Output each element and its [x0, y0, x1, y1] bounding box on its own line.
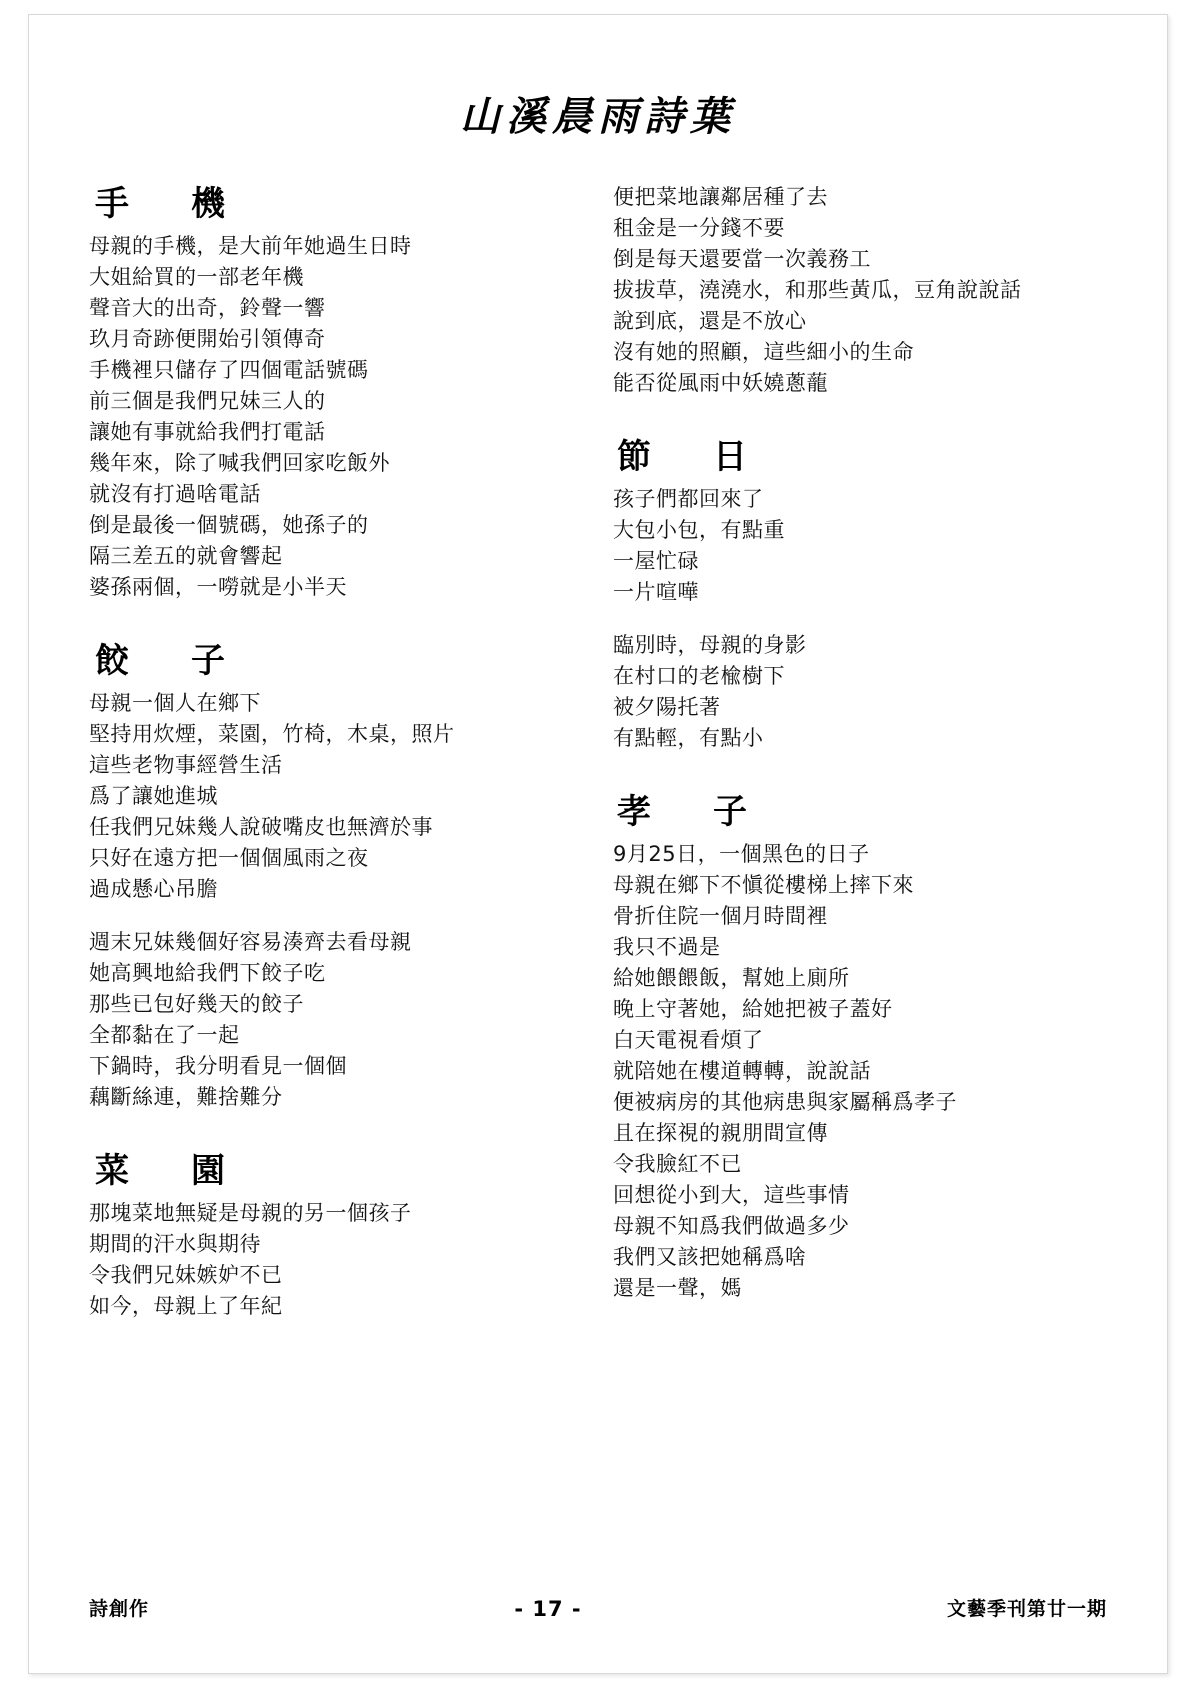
poem-line: 回想從小到大，這些事情 — [613, 1183, 850, 1207]
poem-line: 那些已包好幾天的餃子 — [89, 992, 304, 1016]
poem-line: 過成懸心吊膽 — [89, 877, 218, 901]
poem-line: 母親一個人在鄉下 — [89, 691, 261, 715]
poem-line: 給她餵餵飯，幫她上廁所 — [613, 966, 850, 990]
poem-line: 爲了讓她進城 — [89, 784, 218, 808]
poem-line: 母親不知爲我們做過多少 — [613, 1214, 850, 1238]
poem-line: 玖月奇跡便開始引領傳奇 — [89, 327, 326, 351]
poem-line: 下鍋時，我分明看見一個個 — [89, 1054, 347, 1078]
poem-jiaozi — [89, 633, 557, 1113]
poem-title: 餃 子 — [95, 641, 239, 681]
poem-line: 9月25日，一個黑色的日子 — [613, 842, 870, 866]
poem-line: 令我臉紅不已 — [613, 1152, 742, 1176]
poem-line: 藕斷絲連，難捨難分 — [89, 1085, 283, 1109]
poem-line: 任我們兄妹幾人說破嘴皮也無濟於事 — [89, 815, 433, 839]
poem-line: 骨折住院一個月時間裡 — [613, 904, 828, 928]
two-column-layout — [89, 176, 1107, 1352]
poem-title: 節 日 — [617, 437, 761, 477]
poem-line: 週末兄妹幾個好容易湊齊去看母親 — [89, 930, 412, 954]
poem-line: 一屋忙碌 — [613, 549, 699, 573]
page-footer — [89, 1594, 1107, 1621]
poem-line: 在村口的老楡樹下 — [613, 664, 785, 688]
poem-line: 便把菜地讓鄰居種了去 — [613, 185, 828, 209]
poem-title: 孝 子 — [617, 792, 761, 832]
poem-line: 晚上守著她，給她把被子蓋好 — [613, 997, 893, 1021]
poem-stanza — [613, 630, 1081, 754]
poem-line: 倒是每天還要當一次義務工 — [613, 247, 871, 271]
poem-line: 就沒有打過啥電話 — [89, 482, 261, 506]
poem-caiyuan — [89, 1143, 557, 1322]
poem-stanza — [89, 1198, 557, 1322]
poem-line: 被夕陽托著 — [613, 695, 721, 719]
poem-line: 幾年來，除了喊我們回家吃飯外 — [89, 451, 390, 475]
poem-line: 白天電視看煩了 — [613, 1028, 764, 1052]
poem-stanza — [613, 182, 1081, 399]
poem-stanza — [89, 231, 557, 603]
poem-line: 聲音大的出奇，鈴聲一響 — [89, 296, 326, 320]
poem-line: 拔拔草，澆澆水，和那些黃瓜，豆角說說話 — [613, 278, 1022, 302]
poem-line: 能否從風雨中妖嬈蔥蘢 — [613, 371, 828, 395]
poem-line: 且在探視的親朋間宣傳 — [613, 1121, 828, 1145]
poem-line: 沒有她的照顧，這些細小的生命 — [613, 340, 914, 364]
poem-stanza — [89, 927, 557, 1113]
poem-line: 母親在鄉下不愼從樓梯上摔下來 — [613, 873, 914, 897]
poem-line: 孩子們都回來了 — [613, 487, 764, 511]
poem-line: 我們又該把她稱爲啥 — [613, 1245, 807, 1269]
poem-line: 我只不過是 — [613, 935, 721, 959]
poem-line: 她高興地給我們下餃子吃 — [89, 961, 326, 985]
poem-line: 令我們兄妹嫉妒不已 — [89, 1263, 283, 1287]
column-left — [89, 176, 557, 1352]
poem-title: 菜 園 — [95, 1151, 239, 1191]
poem-line: 說到底，還是不放心 — [613, 309, 807, 333]
poem-line: 一片喧嘩 — [613, 580, 699, 604]
poem-line: 這些老物事經營生活 — [89, 753, 283, 777]
poem-line: 婆孫兩個，一嘮就是小半天 — [89, 575, 347, 599]
poem-stanza — [613, 484, 1081, 608]
poem-line: 隔三差五的就會響起 — [89, 544, 283, 568]
footer-page-number: - 17 - — [514, 1597, 582, 1621]
poem-line: 大姐給買的一部老年機 — [89, 265, 304, 289]
poem-line: 前三個是我們兄妹三人的 — [89, 389, 326, 413]
poem-line: 臨別時，母親的身影 — [613, 633, 807, 657]
poem-line: 那塊菜地無疑是母親的另一個孩子 — [89, 1201, 412, 1225]
column-right — [613, 176, 1081, 1334]
poem-line: 倒是最後一個號碼，她孫子的 — [89, 513, 369, 537]
poem-xiaozi — [613, 784, 1081, 1304]
page-content — [89, 85, 1107, 1633]
poem-stanza — [89, 688, 557, 905]
poem-line: 大包小包，有點重 — [613, 518, 785, 542]
poem-line: 期間的汗水與期待 — [89, 1232, 261, 1256]
poem-line: 全都黏在了一起 — [89, 1023, 240, 1047]
poem-title: 手 機 — [95, 184, 239, 224]
poem-line: 堅持用炊煙，菜園，竹椅，木桌，照片 — [89, 722, 455, 746]
poem-jieri — [613, 429, 1081, 754]
poem-shouji — [89, 176, 557, 603]
poem-line: 母親的手機，是大前年她過生日時 — [89, 234, 412, 258]
page-title: 山溪晨雨詩葉 — [460, 93, 736, 140]
footer-section-label: 詩創作 — [89, 1598, 150, 1620]
poem-line: 還是一聲，媽 — [613, 1276, 742, 1300]
poem-line: 讓她有事就給我們打電話 — [89, 420, 326, 444]
poem-line: 租金是一分錢不要 — [613, 216, 785, 240]
page-sheet — [28, 14, 1168, 1674]
poem-line: 便被病房的其他病患與家屬稱爲孝子 — [613, 1090, 957, 1114]
poem-line: 就陪她在樓道轉轉，說說話 — [613, 1059, 871, 1083]
poem-line: 手機裡只儲存了四個電話號碼 — [89, 358, 369, 382]
poem-line: 只好在遠方把一個個風雨之夜 — [89, 846, 369, 870]
poem-line: 如今，母親上了年紀 — [89, 1294, 283, 1318]
poem-caiyuan-continued — [613, 176, 1081, 399]
poem-line: 有點輕，有點小 — [613, 726, 764, 750]
poem-stanza — [613, 839, 1081, 1304]
footer-publication-label: 文藝季刊第廿一期 — [946, 1598, 1107, 1620]
